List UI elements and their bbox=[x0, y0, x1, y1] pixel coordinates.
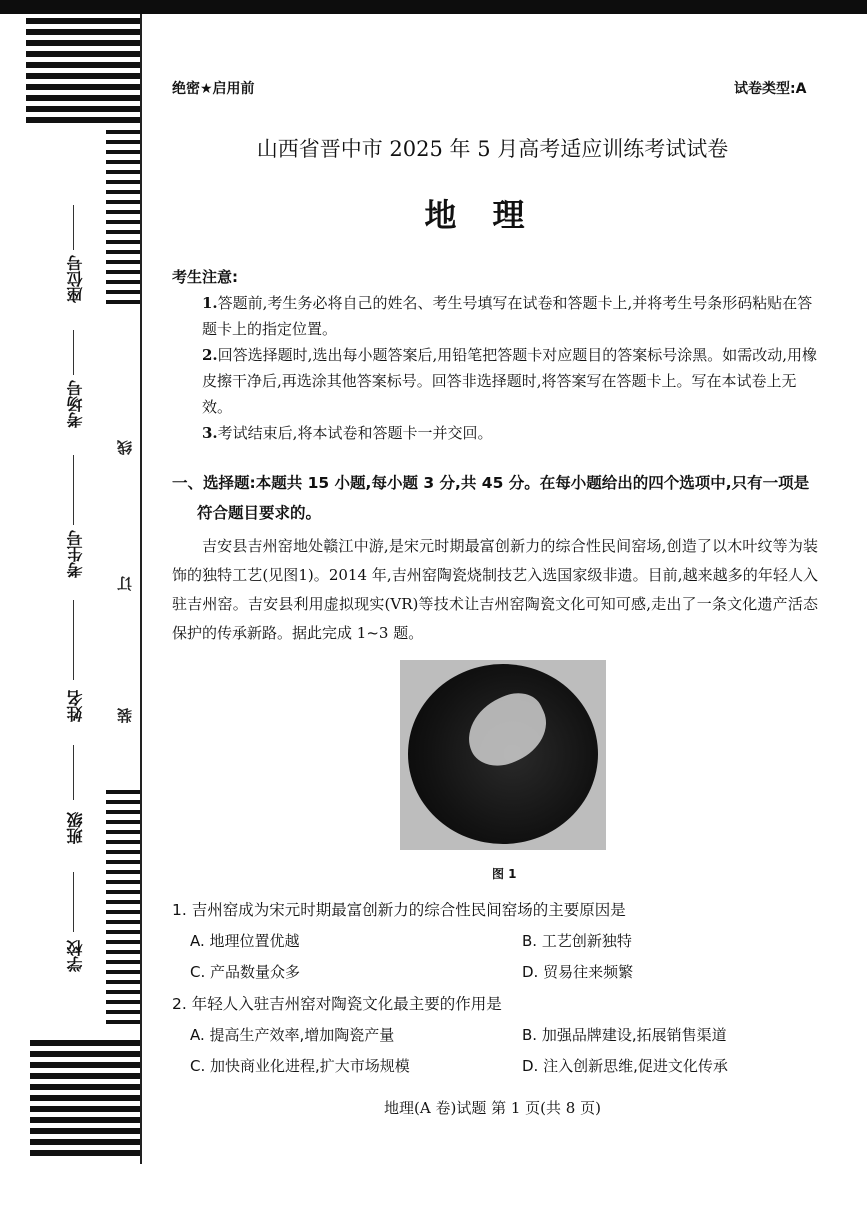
binding-stripes-bottom bbox=[30, 1040, 141, 1165]
leaf-pattern bbox=[456, 684, 557, 777]
question-1-option-a: A. 地理位置优越 bbox=[190, 932, 300, 950]
candidate-no-label: 考生号 bbox=[66, 530, 85, 578]
page-footer: 地理(A 卷)试题 第 1 页(共 8 页) bbox=[384, 1099, 601, 1117]
binding-line bbox=[140, 14, 142, 1164]
notice-heading: 考生注意: bbox=[172, 268, 238, 286]
name-label: 姓名 bbox=[66, 690, 85, 722]
notice-item-number: 2. bbox=[202, 346, 218, 364]
question-1-option-b: B. 工艺创新独特 bbox=[522, 932, 632, 950]
class-label: 班级 bbox=[66, 812, 85, 844]
section-heading-line2: 符合题目要求的。 bbox=[197, 504, 322, 522]
question-2-option-b: B. 加强品牌建设,拓展销售渠道 bbox=[522, 1026, 727, 1044]
question-2-option-d: D. 注入创新思维,促进文化传承 bbox=[522, 1057, 728, 1075]
section-heading-line1: 一、选择题:本题共 15 小题,每小题 3 分,共 45 分。在每小题给出的四个选项中,只有一项是 bbox=[172, 474, 810, 492]
binding-mark-bind: 装 bbox=[114, 704, 135, 727]
notice-item-text: 考试结束后,将本试卷和答题卡一并交回。 bbox=[217, 424, 493, 442]
school-line bbox=[73, 872, 74, 932]
passage-text: 吉安县吉州窑地处赣江中游,是宋元时期最富创新力的综合性民间窑场,创造了以木叶纹等为装饰的独特工艺(见图1)。2014 年,吉州窑陶瓷烧制技艺入选国家级非遗。目前,越来越多的年轻人入驻吉州窑。吉安县利用虚拟现实(VR)等技术让吉州窑陶瓷文化可知可感,走出了一条文化遗产活态保护的传承新路。据此完成 1~3 题。 bbox=[172, 537, 818, 642]
school-label: 学校 bbox=[66, 940, 85, 972]
top-border bbox=[0, 0, 867, 14]
notice-item bbox=[202, 420, 817, 446]
notice-item bbox=[202, 290, 817, 342]
exam-room-line bbox=[73, 330, 74, 375]
notice-item-number: 1. bbox=[202, 294, 218, 312]
bowl-photo bbox=[408, 664, 598, 844]
exam-title: 山西省晋中市 2025 年 5 月高考适应训练考试试卷 bbox=[256, 137, 729, 161]
binding-mark-staple: 订 bbox=[114, 572, 135, 595]
seat-no-label: 座位号 bbox=[66, 255, 85, 303]
seat-no-line bbox=[73, 205, 74, 250]
question-1-stem: 1. 吉州窑成为宋元时期最富创新力的综合性民间窑场的主要原因是 bbox=[172, 901, 626, 919]
binding-stripes-top bbox=[26, 18, 141, 130]
question-2-option-c: C. 加快商业化进程,扩大市场规模 bbox=[190, 1057, 410, 1075]
notice-item-text: 回答选择题时,选出每小题答案后,用铅笔把答题卡对应题目的答案标号涂黑。如需改动,用橡皮擦干净后,再选涂其他答案标号。回答非选择题时,将答案写在答题卡上。写在本试卷上无效。 bbox=[202, 346, 817, 416]
section-heading bbox=[172, 468, 822, 528]
question-1-option-d: D. 贸易往来频繁 bbox=[522, 963, 634, 981]
candidate-no-line bbox=[73, 455, 74, 525]
binding-mark-line: 线 bbox=[114, 436, 135, 459]
name-line bbox=[73, 600, 74, 680]
class-line bbox=[73, 745, 74, 800]
notice-item bbox=[202, 342, 817, 420]
figure-caption: 图 1 bbox=[492, 867, 517, 881]
figure-1-image bbox=[400, 660, 606, 850]
paper-type-label: 试卷类型:A bbox=[734, 81, 807, 97]
question-1-option-c: C. 产品数量众多 bbox=[190, 963, 301, 981]
binding-stripes-low bbox=[106, 790, 141, 1030]
notice-item-number: 3. bbox=[202, 424, 218, 442]
subject-title: 地理 bbox=[424, 196, 561, 234]
binding-stripes-mid bbox=[106, 130, 141, 310]
confidential-label: 绝密★启用前 bbox=[172, 81, 255, 97]
exam-room-label: 考场号 bbox=[66, 380, 85, 428]
question-2-stem: 2. 年轻人入驻吉州窑对陶瓷文化最主要的作用是 bbox=[172, 995, 502, 1013]
notice-item-text: 答题前,考生务必将自己的姓名、考生号填写在试卷和答题卡上,并将考生号条形码粘贴在答题卡上的指定位置。 bbox=[202, 294, 813, 338]
question-2-option-a: A. 提高生产效率,增加陶瓷产量 bbox=[190, 1026, 395, 1044]
